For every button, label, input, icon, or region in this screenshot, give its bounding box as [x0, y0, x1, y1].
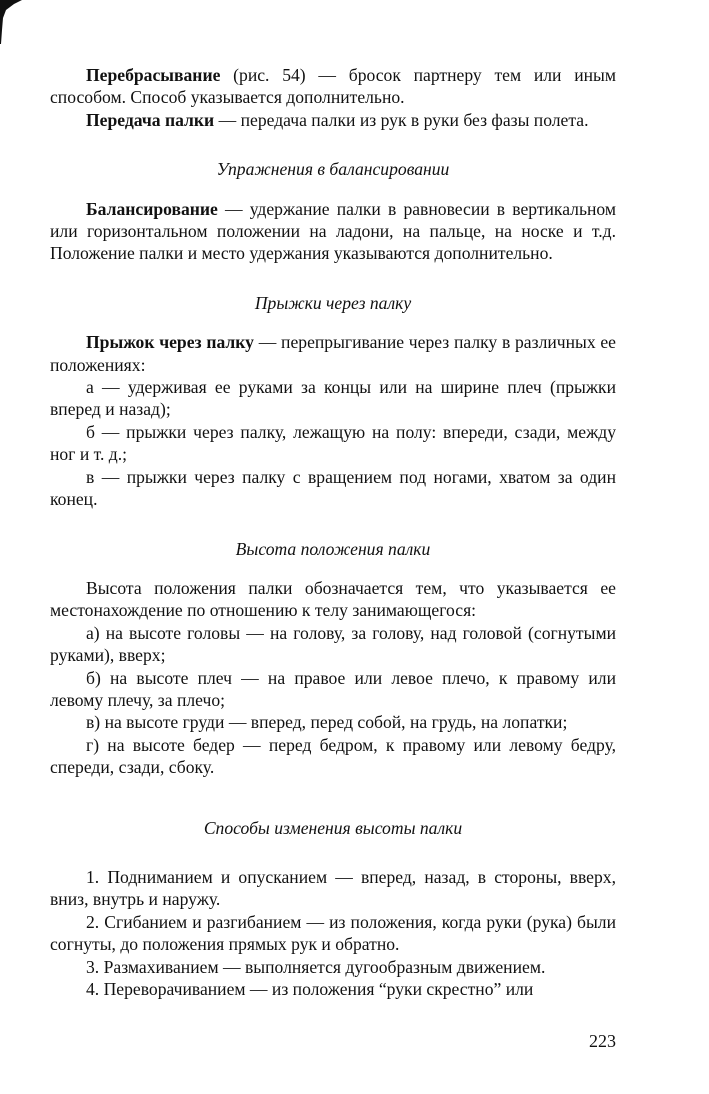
paragraph-passing: [50, 109, 616, 131]
text-passing: — передача палки из рук в руки без фазы полета.: [214, 109, 589, 130]
paragraph-balance: [50, 198, 616, 265]
list-item-jump-c: в — прыжки через палку с вращением под ногами, хватом за один конец.: [50, 466, 616, 510]
list-item-change-1: 1. Подниманием и опусканием — вперед, назад, в стороны, вверх, вниз, внутрь и наружу.: [50, 866, 616, 910]
text-balance: — удержание палки в равновесии в вертикальном или горизонтальном положении на ладони, на пальце, на носке и т.д. Положение палки и место удержания указываются дополнительно.: [50, 198, 616, 264]
text-rethrowing: (рис. 54) — бросок партнеру тем или иным способом. Способ указывается дополнительно.: [50, 65, 616, 108]
term-passing: Передача палки: [86, 109, 215, 130]
list-item-height-c: в) на высоте груди — вперед, перед собой, на грудь, на лопатки;: [86, 712, 568, 733]
paragraph-jumps: [50, 331, 616, 376]
list-item-jump-a: а — удерживая ее руками за концы или на ширине плеч (прыжки вперед и назад);: [50, 377, 616, 420]
corner-scan-mark: [0, 0, 22, 44]
list-item-height-d: г) на высоте бедер — перед бедром, к правому или левому бедру, спереди, сзади, сбоку.: [50, 734, 616, 778]
heading-change: Способы изменения высоты палки: [203, 817, 463, 838]
list-item-change-4: 4. Переворачиванием — из положения “руки скрестно” или: [86, 979, 534, 999]
heading-height: Высота положения палки: [235, 538, 431, 559]
term-balance: Балансирование: [86, 198, 218, 219]
list-item-change-2: 2. Сгибанием и разгибанием — из положения, когда руки (рука) были согнуты, до положения прямых рук и обратно.: [50, 911, 616, 955]
list-item-change-3: 3. Размахиванием — выполняется дугообразным движением.: [86, 956, 546, 977]
text-jump: — перепрыгивание через палку в различных ее положениях:: [50, 332, 616, 375]
heading-jumps: Прыжки через палку: [254, 292, 412, 313]
term-rethrowing: Перебрасывание: [86, 65, 221, 85]
paragraph-rethrowing: [50, 64, 616, 109]
list-item-jump-b: б — прыжки через палку, лежащую на полу: впереди, сзади, между ног и т. д.;: [50, 421, 616, 465]
term-jump: Прыжок через палку: [86, 332, 254, 353]
heading-balance: Упражнения в балансировании: [216, 159, 450, 180]
list-item-height-b: б) на высоте плеч — на правое или левое плечо, к правому или левому плечу, за плечо;: [50, 667, 616, 710]
page-number: 223: [589, 1031, 616, 1051]
page-body: [50, 64, 616, 1000]
paragraph-height-intro: Высота положения палки обозначается тем, что указывается ее местонахождение по отношению к телу занимающегося:: [50, 577, 616, 621]
list-item-height-a: а) на высоте головы — на голову, за голову, над головой (согнутыми руками), вверх;: [50, 622, 616, 666]
